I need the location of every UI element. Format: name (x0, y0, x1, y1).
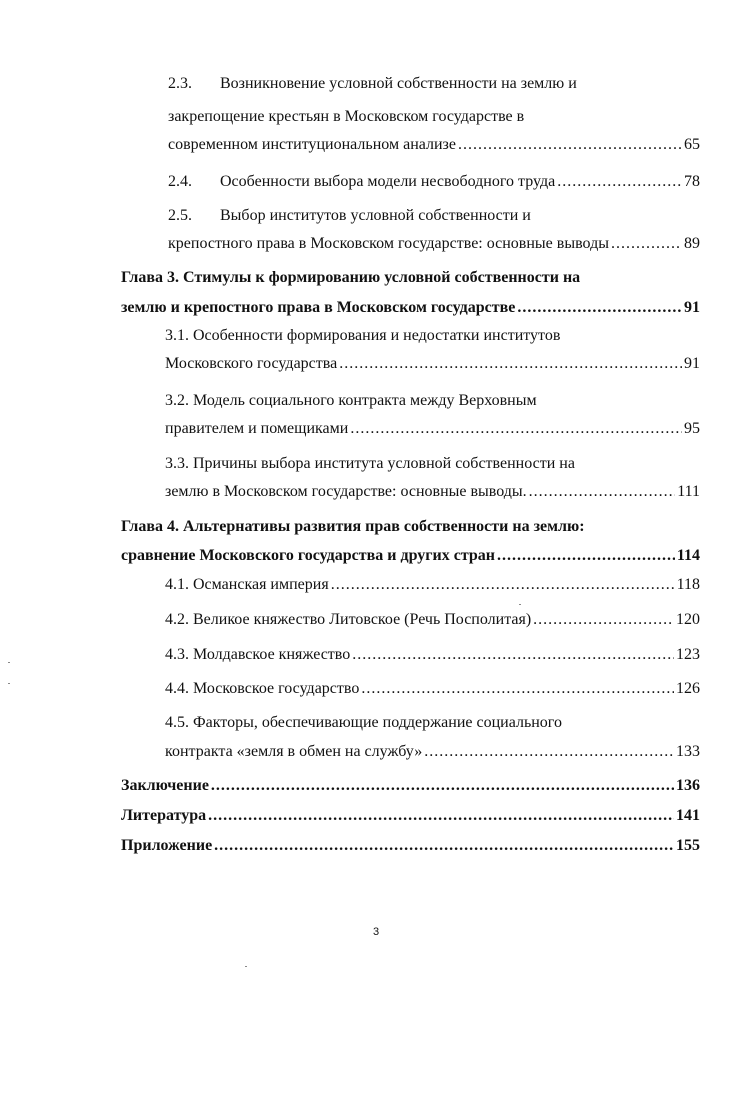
toc-2-5-number: 2.5. (168, 207, 192, 224)
toc-appendix-title: Приложение (121, 837, 213, 854)
toc-literature-line[interactable] (121, 805, 700, 827)
toc-2-5-page: 89 (684, 235, 700, 252)
toc-2-5-line-2[interactable] (168, 233, 700, 255)
toc-chapter-3-title-part-1: Глава 3. Стимулы к формированию условной собственности на (121, 269, 581, 286)
toc-3-1-title-part-2: Московского государства (165, 355, 338, 372)
toc-chapter-4-title-part-1: Глава 4. Альтернативы развития прав собственности на землю: (121, 518, 585, 535)
toc-3-1-page: 91 (684, 355, 700, 372)
scan-speck (8, 683, 10, 684)
toc-4-2-page: 120 (676, 611, 700, 628)
scan-speck (245, 966, 247, 967)
toc-3-2-title-part-1: 3.2. Модель социального контракта между Верховным (165, 392, 537, 409)
toc-2-3-title-part-3: современном институциональном анализе (168, 136, 456, 153)
toc-leader-dots (214, 835, 674, 857)
toc-conclusion-line[interactable] (121, 775, 700, 797)
scan-speck (519, 604, 521, 605)
toc-4-5-line-2[interactable] (165, 741, 700, 763)
toc-leader-dots (331, 574, 675, 596)
toc-2-3-page: 65 (684, 136, 700, 153)
toc-2-4-number: 2.4. (168, 173, 192, 190)
toc-3-3-line-2[interactable] (165, 481, 700, 503)
toc-appendix-line[interactable] (121, 835, 700, 857)
toc-4-5-title-part-2: контракта «земля в обмен на службу» (165, 743, 423, 760)
toc-leader-dots (208, 805, 674, 827)
toc-leader-dots (533, 609, 674, 631)
toc-leader-dots (517, 297, 682, 319)
toc-4-3-page: 123 (676, 646, 700, 663)
toc-4-1-page: 118 (676, 576, 700, 593)
toc-leader-dots (529, 481, 676, 503)
toc-2-3-line-1 (168, 73, 733, 95)
toc-chapter-3-line-2[interactable] (121, 297, 700, 319)
toc-chapter-4-line-2[interactable] (121, 545, 700, 567)
toc-3-3-page: 111 (677, 483, 700, 500)
toc-2-5-line-1 (168, 205, 733, 227)
toc-chapter-4-page: 114 (676, 547, 700, 564)
toc-leader-dots (458, 134, 682, 156)
toc-leader-dots (361, 678, 674, 700)
toc-3-1-title-part-1: 3.1. Особенности формирования и недостатки институтов (165, 327, 561, 344)
toc-3-1-line-1 (165, 325, 733, 347)
toc-4-3-title: 4.3. Молдавское княжество (165, 646, 351, 663)
toc-3-3-title-part-1: 3.3. Причины выбора института условной собственности на (165, 455, 575, 472)
toc-3-2-title-part-2: правителем и помещиками (165, 420, 349, 437)
toc-leader-dots (352, 644, 674, 666)
toc-2-3-title-part-2: закрепощение крестьян в Московском государстве в (168, 108, 525, 125)
toc-leader-dots (211, 775, 674, 797)
toc-leader-dots (557, 171, 682, 193)
toc-2-4-title: Особенности выбора модели несвободного труда (220, 173, 556, 190)
toc-4-1-line[interactable] (165, 574, 700, 596)
toc-leader-dots (611, 233, 682, 255)
toc-3-2-page: 95 (684, 420, 700, 437)
toc-4-4-page: 126 (676, 680, 700, 697)
toc-4-2-line[interactable] (165, 609, 700, 631)
toc-conclusion-page: 136 (676, 777, 700, 794)
toc-2-4-line[interactable] (168, 171, 700, 193)
toc-chapter-3-title-part-2: землю и крепостного права в Московском государстве (121, 299, 516, 316)
toc-chapter-4-title-part-2: сравнение Московского государства и других стран (121, 547, 496, 564)
toc-chapter-3-line-1 (121, 267, 733, 289)
toc-3-2-line-2[interactable] (165, 418, 700, 440)
toc-chapter-4-line-1 (121, 516, 733, 538)
toc-2-4-page: 78 (684, 173, 700, 190)
toc-leader-dots (350, 418, 682, 440)
toc-4-1-title: 4.1. Османская империя (165, 576, 329, 593)
toc-leader-dots (424, 741, 674, 763)
toc-4-5-line-1 (165, 712, 733, 734)
toc-leader-dots (497, 545, 675, 567)
toc-3-1-line-2[interactable] (165, 353, 700, 375)
page-number: 3 (373, 926, 380, 938)
toc-literature-page: 141 (676, 807, 700, 824)
toc-4-5-page: 133 (676, 743, 700, 760)
scan-speck (8, 662, 10, 663)
toc-2-3-line-2 (168, 106, 733, 128)
toc-4-5-title-part-1: 4.5. Факторы, обеспечивающие поддержание социального (165, 714, 562, 731)
toc-2-5-title-part-1: Выбор институтов условной собственности и (220, 207, 531, 224)
toc-2-3-line-3[interactable] (168, 134, 700, 156)
toc-chapter-3-page: 91 (684, 299, 700, 316)
toc-2-5-title-part-2: крепостного права в Московском государстве: основные выводы (168, 235, 609, 252)
toc-3-3-line-1 (165, 453, 733, 475)
toc-2-4-text (168, 171, 555, 193)
toc-2-3-title-part-1: Возникновение условной собственности на землю и (220, 75, 577, 92)
toc-4-2-title: 4.2. Великое княжество Литовское (Речь Посполитая) (165, 611, 532, 628)
toc-appendix-page: 155 (676, 837, 700, 854)
toc-conclusion-title: Заключение (121, 777, 209, 794)
toc-4-3-line[interactable] (165, 644, 700, 666)
toc-3-3-title-part-2: землю в Московском государстве: основные выводы. (165, 483, 527, 500)
toc-literature-title: Литература (121, 807, 207, 824)
toc-4-4-title: 4.4. Московское государство (165, 680, 360, 697)
toc-leader-dots (339, 353, 682, 375)
toc-4-4-line[interactable] (165, 678, 700, 700)
toc-2-3-number: 2.3. (168, 75, 192, 92)
toc-3-2-line-1 (165, 390, 733, 412)
